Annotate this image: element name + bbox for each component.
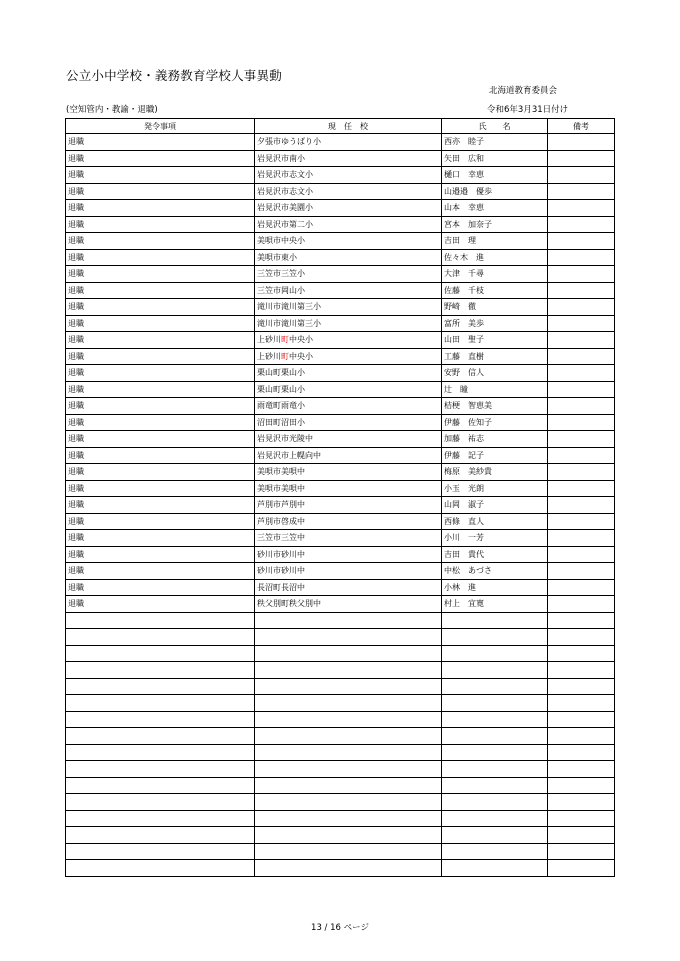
school-prefix: 上砂川 [257, 351, 281, 361]
school-cell [255, 777, 442, 794]
order-cell: 退職 [66, 563, 255, 580]
name-cell [442, 744, 548, 761]
table-row [66, 860, 615, 877]
table-row [66, 134, 615, 151]
school-cell: 沼田町沼田小 [255, 414, 442, 431]
order-cell [66, 761, 255, 778]
name-cell: 伊藤 記子 [442, 447, 548, 464]
name-cell: 野崎 徹 [442, 299, 548, 316]
order-cell [66, 827, 255, 844]
name-cell: 伊藤 佐知子 [442, 414, 548, 431]
table-row [66, 563, 615, 580]
table-row [66, 216, 615, 233]
name-cell: 村上 宜寛 [442, 596, 548, 613]
school-cell [255, 695, 442, 712]
name-cell: 樋口 幸恵 [442, 167, 548, 184]
school-cell: 滝川市滝川第三小 [255, 299, 442, 316]
table-body [66, 134, 615, 877]
note-cell [548, 183, 615, 200]
table-row [66, 332, 615, 349]
school-cell [255, 645, 442, 662]
order-cell: 退職 [66, 530, 255, 547]
order-cell [66, 843, 255, 860]
school-cell [255, 827, 442, 844]
school-suffix: 中央小 [289, 351, 313, 361]
name-cell: 加藤 祐志 [442, 431, 548, 448]
order-cell [66, 612, 255, 629]
note-cell [548, 315, 615, 332]
table-row [66, 167, 615, 184]
school-cell: 三笠市三笠中 [255, 530, 442, 547]
table-row [66, 645, 615, 662]
table-row [66, 711, 615, 728]
table-row [66, 843, 615, 860]
table-header-row [66, 119, 615, 134]
table-row [66, 513, 615, 530]
order-cell: 退職 [66, 266, 255, 283]
order-cell [66, 629, 255, 646]
order-cell: 退職 [66, 447, 255, 464]
effective-date: 令和6年3月31日付け [487, 105, 569, 115]
table-row [66, 414, 615, 431]
table-row [66, 315, 615, 332]
school-cell: 岩見沢市志文小 [255, 183, 442, 200]
table-row [66, 596, 615, 613]
name-cell: 西亦 睦子 [442, 134, 548, 151]
name-cell: 小林 進 [442, 579, 548, 596]
school-cell: 栗山町栗山小 [255, 381, 442, 398]
order-cell: 退職 [66, 464, 255, 481]
name-cell [442, 777, 548, 794]
note-cell [548, 266, 615, 283]
school-cell: 三笠市三笠小 [255, 266, 442, 283]
table-row [66, 447, 615, 464]
table-row [66, 398, 615, 415]
name-cell: 吉田 理 [442, 233, 548, 250]
school-highlight: 町 [281, 351, 289, 361]
table-row [66, 497, 615, 514]
order-cell [66, 645, 255, 662]
name-cell [442, 810, 548, 827]
order-cell [66, 777, 255, 794]
order-cell: 退職 [66, 546, 255, 563]
school-cell: 岩見沢市光陵中 [255, 431, 442, 448]
order-cell: 退職 [66, 414, 255, 431]
name-cell: 辻 瞳 [442, 381, 548, 398]
order-cell: 退職 [66, 315, 255, 332]
school-cell [255, 678, 442, 695]
note-cell [548, 530, 615, 547]
order-cell [66, 695, 255, 712]
school-cell: 岩見沢市上幌向中 [255, 447, 442, 464]
name-cell [442, 843, 548, 860]
table-row [66, 629, 615, 646]
note-cell [548, 612, 615, 629]
order-cell: 退職 [66, 299, 255, 316]
school-cell: 岩見沢市美園小 [255, 200, 442, 217]
note-cell [548, 365, 615, 382]
school-highlight: 町 [281, 335, 289, 345]
school-cell [255, 332, 442, 349]
table-row [66, 183, 615, 200]
name-cell: 小川 一芳 [442, 530, 548, 547]
order-cell: 退職 [66, 200, 255, 217]
school-cell [255, 794, 442, 811]
name-cell: 工藤 直樹 [442, 348, 548, 365]
table-row [66, 480, 615, 497]
document-subtitle: (空知管内・教諭・退職) [66, 105, 158, 115]
name-cell [442, 662, 548, 679]
school-cell [255, 629, 442, 646]
school-cell [255, 612, 442, 629]
table-row [66, 431, 615, 448]
note-cell [548, 299, 615, 316]
school-cell [255, 744, 442, 761]
note-cell [548, 249, 615, 266]
order-cell: 退職 [66, 596, 255, 613]
table-row [66, 579, 615, 596]
school-cell: 砂川市砂川中 [255, 546, 442, 563]
name-cell [442, 678, 548, 695]
name-cell [442, 629, 548, 646]
name-cell [442, 645, 548, 662]
name-cell: 吉田 貴代 [442, 546, 548, 563]
order-cell [66, 728, 255, 745]
column-header-school: 現 任 校 [255, 119, 442, 134]
school-cell: 岩見沢市南小 [255, 150, 442, 167]
table-row [66, 464, 615, 481]
order-cell: 退職 [66, 233, 255, 250]
note-cell [548, 216, 615, 233]
column-header-note: 備考 [548, 119, 615, 134]
order-cell: 退職 [66, 150, 255, 167]
note-cell [548, 645, 615, 662]
school-cell [255, 662, 442, 679]
school-cell: 秩父別町秩父別中 [255, 596, 442, 613]
note-cell [548, 464, 615, 481]
school-cell: 栗山町栗山小 [255, 365, 442, 382]
name-cell: 桔梗 智恵美 [442, 398, 548, 415]
table-row [66, 299, 615, 316]
note-cell [548, 827, 615, 844]
note-cell [548, 167, 615, 184]
order-cell [66, 810, 255, 827]
school-cell: 芦別市芦別中 [255, 497, 442, 514]
school-cell: 砂川市砂川中 [255, 563, 442, 580]
order-cell: 退職 [66, 348, 255, 365]
table-row [66, 150, 615, 167]
table-row [66, 266, 615, 283]
school-cell [255, 810, 442, 827]
note-cell [548, 744, 615, 761]
note-cell [548, 233, 615, 250]
school-cell [255, 761, 442, 778]
name-cell: 梅原 美紗貴 [442, 464, 548, 481]
table-row [66, 827, 615, 844]
school-cell: 美唄市中央小 [255, 233, 442, 250]
note-cell [548, 579, 615, 596]
note-cell [548, 348, 615, 365]
order-cell: 退職 [66, 398, 255, 415]
note-cell [548, 777, 615, 794]
order-cell [66, 744, 255, 761]
column-header-order: 発令事項 [66, 119, 255, 134]
note-cell [548, 200, 615, 217]
school-cell: 美唄市美唄中 [255, 480, 442, 497]
school-suffix: 中央小 [289, 335, 313, 345]
name-cell: 山岡 淑子 [442, 497, 548, 514]
order-cell: 退職 [66, 431, 255, 448]
note-cell [548, 431, 615, 448]
table-row [66, 777, 615, 794]
order-cell: 退職 [66, 332, 255, 349]
name-cell [442, 728, 548, 745]
school-cell: 滝川市滝川第三小 [255, 315, 442, 332]
school-cell [255, 348, 442, 365]
order-cell: 退職 [66, 381, 255, 398]
name-cell [442, 860, 548, 877]
name-cell [442, 711, 548, 728]
name-cell: 山本 幸恵 [442, 200, 548, 217]
order-cell: 退職 [66, 183, 255, 200]
school-cell: 雨竜町雨竜小 [255, 398, 442, 415]
name-cell: 富所 美歩 [442, 315, 548, 332]
note-cell [548, 711, 615, 728]
table-row [66, 381, 615, 398]
school-cell: 美唄市美唄中 [255, 464, 442, 481]
note-cell [548, 810, 615, 827]
table-row [66, 348, 615, 365]
issuer-name: 北海道教育委員会 [489, 86, 558, 96]
school-cell: 芦別市啓成中 [255, 513, 442, 530]
school-prefix: 上砂川 [257, 335, 281, 345]
table-row [66, 233, 615, 250]
table-row [66, 794, 615, 811]
name-cell: 大津 千尋 [442, 266, 548, 283]
name-cell: 西條 直人 [442, 513, 548, 530]
order-cell [66, 678, 255, 695]
name-cell [442, 612, 548, 629]
order-cell: 退職 [66, 282, 255, 299]
name-cell: 安野 信人 [442, 365, 548, 382]
note-cell [548, 860, 615, 877]
order-cell: 退職 [66, 513, 255, 530]
table-row [66, 546, 615, 563]
table-row [66, 761, 615, 778]
school-cell [255, 860, 442, 877]
school-cell: 岩見沢市志文小 [255, 167, 442, 184]
order-cell: 退職 [66, 365, 255, 382]
note-cell [548, 794, 615, 811]
note-cell [548, 563, 615, 580]
page-number: 13 / 16 ページ [311, 923, 369, 933]
name-cell: 佐々木 進 [442, 249, 548, 266]
order-cell: 退職 [66, 134, 255, 151]
note-cell [548, 447, 615, 464]
note-cell [548, 282, 615, 299]
school-cell [255, 711, 442, 728]
note-cell [548, 678, 615, 695]
table-row [66, 365, 615, 382]
column-header-name: 氏 名 [442, 119, 548, 134]
document-title: 公立小中学校・義務教育学校人事異動 [66, 68, 282, 83]
note-cell [548, 843, 615, 860]
school-cell: 長沼町長沼中 [255, 579, 442, 596]
order-cell [66, 662, 255, 679]
table-row [66, 728, 615, 745]
name-cell: 矢田 広和 [442, 150, 548, 167]
note-cell [548, 513, 615, 530]
order-cell: 退職 [66, 216, 255, 233]
note-cell [548, 695, 615, 712]
order-cell: 退職 [66, 480, 255, 497]
name-cell: 山田 聖子 [442, 332, 548, 349]
note-cell [548, 662, 615, 679]
table-row [66, 744, 615, 761]
table-row [66, 810, 615, 827]
name-cell [442, 695, 548, 712]
note-cell [548, 546, 615, 563]
school-cell [255, 843, 442, 860]
table-row [66, 530, 615, 547]
table-row [66, 612, 615, 629]
school-cell: 夕張市ゆうばり小 [255, 134, 442, 151]
school-cell: 岩見沢市第二小 [255, 216, 442, 233]
note-cell [548, 398, 615, 415]
note-cell [548, 728, 615, 745]
order-cell [66, 860, 255, 877]
note-cell [548, 381, 615, 398]
school-cell: 三笠市岡山小 [255, 282, 442, 299]
note-cell [548, 480, 615, 497]
note-cell [548, 332, 615, 349]
name-cell: 中松 あづさ [442, 563, 548, 580]
table-row [66, 200, 615, 217]
school-cell [255, 728, 442, 745]
note-cell [548, 150, 615, 167]
name-cell: 小玉 光朗 [442, 480, 548, 497]
order-cell: 退職 [66, 249, 255, 266]
note-cell [548, 414, 615, 431]
order-cell [66, 711, 255, 728]
name-cell [442, 761, 548, 778]
name-cell: 山邉邉 優歩 [442, 183, 548, 200]
order-cell: 退職 [66, 167, 255, 184]
name-cell [442, 794, 548, 811]
table-row [66, 282, 615, 299]
order-cell: 退職 [66, 497, 255, 514]
note-cell [548, 596, 615, 613]
personnel-table [65, 118, 615, 877]
note-cell [548, 761, 615, 778]
note-cell [548, 629, 615, 646]
name-cell: 佐藤 千枝 [442, 282, 548, 299]
note-cell [548, 134, 615, 151]
table-row [66, 678, 615, 695]
name-cell: 宮本 加奈子 [442, 216, 548, 233]
table-row [66, 249, 615, 266]
table-row [66, 695, 615, 712]
school-cell: 美唄市東小 [255, 249, 442, 266]
table-row [66, 662, 615, 679]
order-cell [66, 794, 255, 811]
note-cell [548, 497, 615, 514]
order-cell: 退職 [66, 579, 255, 596]
name-cell [442, 827, 548, 844]
